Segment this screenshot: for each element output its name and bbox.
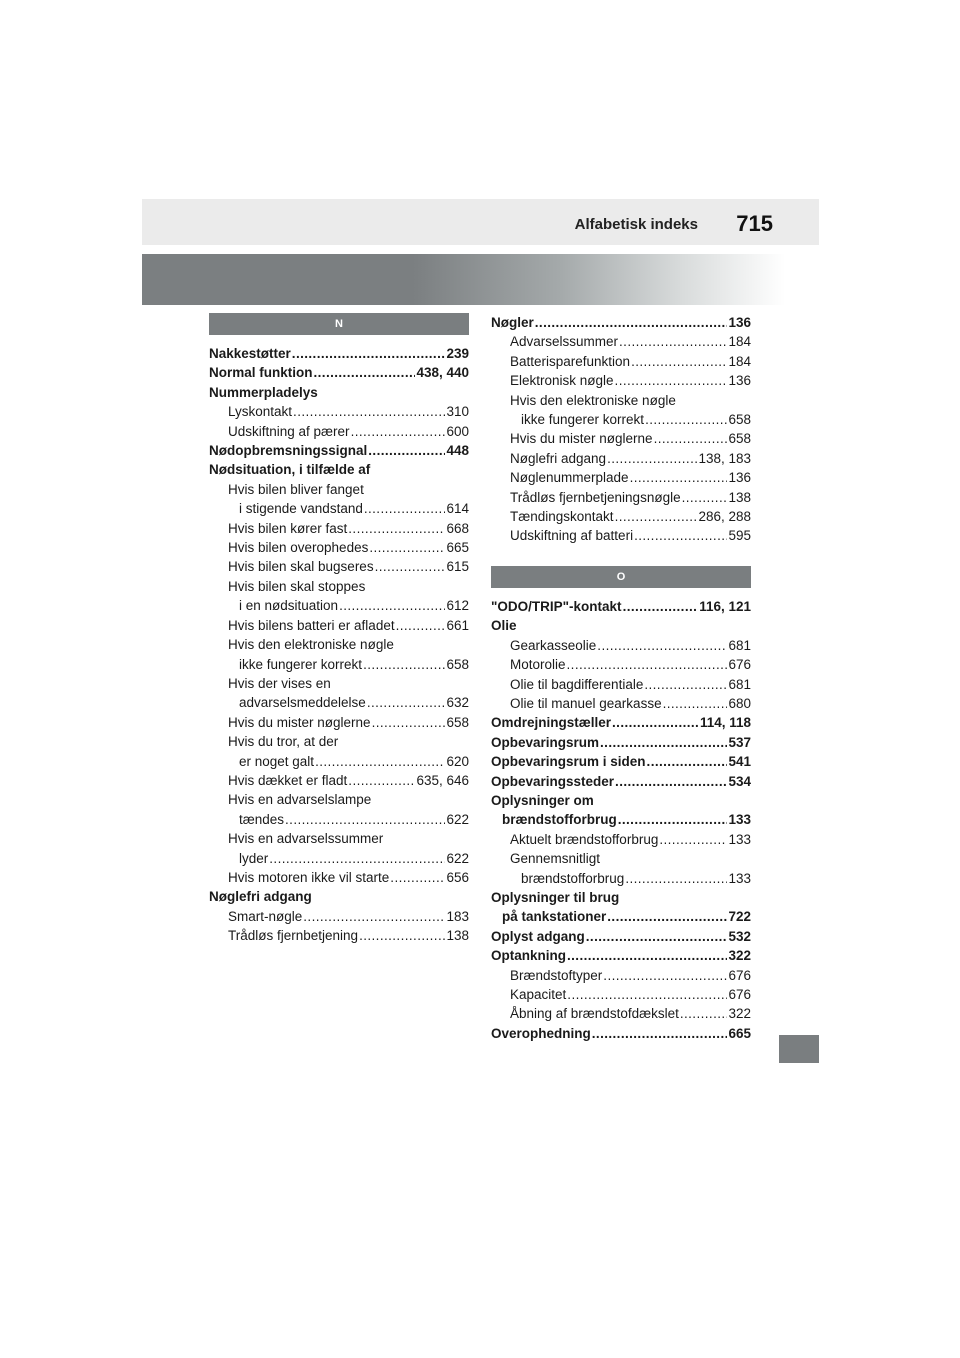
dot-leader [659,830,727,849]
index-entry-term: Hvis du mister nøglerne [228,714,371,730]
index-entry [491,352,751,371]
index-entry [491,526,751,545]
index-entry [209,519,469,538]
index-entry [209,383,469,402]
index-entry-term: Udskiftning af batteri [510,528,634,544]
index-entry [209,829,469,848]
index-entry-term: Elektronisk nøgle [510,373,614,389]
index-entry-term: Motorolie [510,657,566,673]
index-entry-term: Hvis bilen overophedes [228,540,369,556]
index-entry-term: Hvis dækket er fladt [228,772,348,788]
index-entry-pages: 622 [446,850,469,866]
index-entry [491,655,751,674]
index-entry-term: Tændingskontakt [510,509,614,525]
index-list-o [491,597,751,1043]
index-entry-term: Nøglefri adgang [510,450,607,466]
index-entry-term: Hvis bilen kører fast [228,520,348,536]
index-entry [209,596,469,615]
index-entry-pages: 239 [446,346,469,361]
index-entry-term: Olie til manuel gearkasse [510,695,662,711]
index-entry-pages: 541 [728,754,751,770]
index-entry-term: Normal funktion [209,365,313,381]
index-entry [491,488,751,507]
index-entry-term: Hvis motoren ikke vil starte [228,869,390,885]
dot-leader [369,538,445,557]
dot-leader [600,733,727,752]
index-entry-term: brændstofforbrug [502,812,617,828]
dot-leader [607,907,727,926]
index-entry [491,888,751,907]
dot-leader [359,926,445,945]
index-entry-pages: 658 [728,431,751,447]
index-entry [491,985,751,1004]
dot-leader [634,526,727,545]
dot-leader [615,772,727,791]
index-entry-pages: 676 [728,967,751,983]
index-entry [209,577,469,596]
dot-leader [619,332,727,351]
index-entry [491,597,751,616]
index-entry [491,849,751,868]
index-entry [491,507,751,526]
page-header [142,199,819,245]
index-entry-pages: 658 [446,656,469,672]
index-entry [209,460,469,479]
dot-leader [567,946,727,965]
index-entry-pages: 116, 121 [699,598,751,614]
index-entry-term: "ODO/TRIP"-kontakt [491,598,622,614]
index-entry-pages: 537 [728,734,751,750]
index-entry-term: Hvis bilen skal stoppes [228,578,366,594]
index-entry-term: Lyskontakt [228,404,293,420]
index-entry-term: Oplyst adgang [491,928,585,944]
index-entry-term: Hvis den elektroniske nøgle [228,637,394,653]
index-entry-term: på tankstationer [502,909,607,925]
index-entry-pages: 676 [728,657,751,673]
index-entry-pages: 665 [728,1025,751,1041]
index-entry-term: Nødopbremsningssignal [209,443,368,459]
dot-leader [612,713,699,732]
index-entry [209,771,469,790]
index-entry-term: Smart-nøgle [228,908,303,924]
index-entry-pages: 138, 183 [698,450,751,466]
index-entry-pages: 676 [728,987,751,1002]
dot-leader [592,1024,728,1043]
index-entry [209,499,469,518]
index-entry-pages: 138 [728,489,751,505]
index-entry [491,791,751,810]
index-entry-term: Olie til bagdifferentiale [510,676,644,692]
index-entry-term: i en nødsituation [239,598,339,614]
index-entry [491,371,751,390]
index-entry [209,616,469,635]
index-entry [209,926,469,945]
index-entry-term: Oplysninger om [491,792,594,808]
index-entry-term: Gearkasseolie [510,637,597,653]
dot-leader [285,810,445,829]
index-entry [491,636,751,655]
index-entry-term: i stigende vandstand [239,501,363,517]
index-entry [491,869,751,888]
index-entry-pages: 668 [446,520,469,536]
chapter-thumb-tab [779,1035,819,1063]
index-entry-term: Åbning af brændstofdækslet [510,1006,679,1022]
index-entry-term: Aktuelt brændstofforbrug [510,831,659,847]
index-entry [209,363,469,382]
dot-leader [682,488,728,507]
index-entry [209,557,469,576]
index-entry [209,344,469,363]
index-entry-term: Nødsituation, i tilfælde af [209,462,371,478]
index-entry [209,752,469,771]
index-entry-term: Hvis bilen bliver fanget [228,481,364,497]
index-entry-pages: 632 [446,695,469,711]
index-entry [209,849,469,868]
dot-leader [586,927,728,946]
index-entry-pages: 133 [728,831,751,847]
dot-leader [368,441,445,460]
dot-leader [315,752,445,771]
index-entry-term: Nøglenummerplade [510,470,629,486]
index-entry [491,429,751,448]
index-entry [491,313,751,332]
index-entry-pages: 681 [728,637,751,653]
index-entry-term: Opbevaringssteder [491,773,615,789]
index-entry-term: Advarselssummer [510,334,619,350]
index-entry [491,694,751,713]
chapter-bar [142,254,819,305]
index-entry-term: Trådløs fjernbetjening [228,928,359,944]
section-header-n: N [209,313,469,335]
index-entry-pages: 620 [446,753,469,769]
dot-leader [396,616,446,635]
dot-leader [567,985,727,1004]
dot-leader [292,344,446,363]
index-entry [491,733,751,752]
index-entry-term: Trådløs fjernbetjeningsnøgle [510,489,681,505]
index-entry-pages: 615 [446,559,469,575]
index-entry-term: Kapacitet [510,987,567,1002]
index-entry-term: Hvis der vises en [228,675,331,691]
index-entry [209,887,469,906]
index-entry-term: Hvis du mister nøglerne [510,431,653,447]
index-entry-pages: 322 [728,1006,751,1022]
index-entry-pages: 681 [728,676,751,692]
index-entry [209,674,469,693]
index-entry-pages: 665 [446,540,469,556]
dot-leader [680,1004,728,1023]
index-entry [209,441,469,460]
index-entry-term: Nøglefri adgang [209,889,312,905]
index-entry-term: Hvis bilen skal bugseres [228,559,374,575]
index-entry [491,772,751,791]
dot-leader [615,507,698,526]
index-entry-pages: 532 [728,928,751,944]
dot-leader [303,907,445,926]
index-entry [209,480,469,499]
index-entry [491,449,751,468]
index-entry-term: Nakkestøtter [209,346,291,361]
index-entry-term: Hvis du tror, at der [228,734,339,750]
index-entry-pages: 286, 288 [698,509,751,525]
index-entry-term: brændstofforbrug [521,870,625,886]
index-entry-pages: 438, 440 [416,365,469,381]
index-entry-pages: 136 [728,315,751,330]
index-entry [491,1004,751,1023]
index-entry [491,332,751,351]
index-entry [491,830,751,849]
index-entry-term: Opbevaringsrum i siden [491,754,646,770]
dot-leader [351,422,446,441]
index-entry [209,868,469,887]
index-entry-pages: 136 [728,373,751,389]
index-entry-pages: 680 [728,695,751,711]
dot-leader [663,694,728,713]
index-list-n [209,344,469,946]
section-header-o: O [491,566,751,588]
index-entry-pages: 183 [446,908,469,924]
dot-leader [367,693,446,712]
dot-leader [618,810,728,829]
index-entry [209,790,469,809]
dot-leader [654,429,728,448]
index-entry-term: Gennemsnitligt [510,851,601,867]
index-entry [209,402,469,421]
index-entry-pages: 622 [446,811,469,827]
dot-leader [372,713,446,732]
index-entry [209,732,469,751]
index-entry-pages: 600 [446,423,469,439]
index-entry [491,907,751,926]
index-entry-pages: 133 [728,870,751,886]
index-entry-term: Hvis en advarselslampe [228,792,372,808]
index-entry-term: Udskiftning af pærer [228,423,350,439]
index-entry-pages: 658 [446,714,469,730]
index-entry [209,810,469,829]
dot-leader [607,449,697,468]
index-entry [491,752,751,771]
dot-leader [631,352,727,371]
index-entry-term: ikke fungerer korrekt [239,656,363,672]
page-number: 715 [736,211,773,236]
index-entry-term: Batterisparefunktion [510,353,631,369]
index-entry [491,946,751,965]
index-column-left [209,313,469,946]
index-entry-term: er noget galt [239,753,315,769]
index-entry-pages: 448 [446,443,469,459]
dot-leader [348,519,445,538]
index-entry-term: lyder [239,850,269,866]
dot-leader [339,596,445,615]
index-entry-pages: 722 [728,909,751,925]
dot-leader [390,868,445,887]
index-entry-term: Optankning [491,948,566,964]
dot-leader [615,371,728,390]
dot-leader [647,752,728,771]
index-entry [491,810,751,829]
dot-leader [364,499,446,518]
index-list-n-continued [491,313,751,546]
index-entry-pages: 656 [446,869,469,885]
index-entry [491,391,751,410]
dot-leader [314,363,416,382]
index-entry [491,675,751,694]
index-entry-term: Opbevaringsrum [491,734,600,750]
index-entry-pages: 614 [446,501,469,517]
index-entry-pages: 184 [728,334,751,350]
index-entry [491,927,751,946]
index-entry [209,655,469,674]
index-entry [491,410,751,429]
index-entry-term: Brændstoftyper [510,967,603,983]
index-entry-term: Overophedning [491,1025,591,1041]
index-entry-term: Hvis den elektroniske nøgle [510,392,676,408]
index-entry-term: Nøgler [491,315,534,330]
index-entry-pages: 612 [446,598,469,614]
section-title: Alfabetisk indeks [574,216,698,233]
dot-leader [644,675,727,694]
index-entry-pages: 661 [446,617,469,633]
index-entry-term: Olie [491,618,517,634]
index-entry-term: Hvis en advarselssummer [228,831,384,847]
dot-leader [269,849,445,868]
index-entry-pages: 133 [728,812,751,828]
index-entry [491,468,751,487]
dot-leader [645,410,727,429]
index-entry-pages: 138 [446,928,469,944]
index-entry [209,693,469,712]
index-entry-term: Omdrejningstæller [491,715,612,731]
dot-leader [535,313,728,332]
index-entry [491,616,751,635]
dot-leader [625,869,727,888]
dot-leader [623,597,699,616]
dot-leader [597,636,727,655]
dot-leader [293,402,445,421]
dot-leader [348,771,415,790]
index-entry [491,966,751,985]
index-entry-term: Nummerpladelys [209,384,318,400]
index-entry-term: tændes [239,811,285,827]
index-entry-pages: 114, 118 [699,715,751,731]
index-entry-pages: 658 [728,412,751,428]
index-entry [209,635,469,654]
index-entry-term: Oplysninger til brug [491,889,620,905]
index-entry-pages: 635, 646 [416,772,469,788]
index-entry [491,1024,751,1043]
index-entry-pages: 322 [728,948,751,964]
index-entry-pages: 595 [728,528,751,544]
index-entry [209,422,469,441]
index-entry [209,907,469,926]
index-column-right [491,313,751,1043]
index-entry-term: ikke fungerer korrekt [521,412,645,428]
index-entry-pages: 534 [728,773,751,789]
index-entry-pages: 184 [728,353,751,369]
index-entry [209,713,469,732]
index-entry-pages: 136 [728,470,751,486]
index-entry-term: advarselsmeddelelse [239,695,366,711]
index-entry [491,713,751,732]
dot-leader [567,655,728,674]
index-entry [209,538,469,557]
dot-leader [363,655,445,674]
index-entry-term: Hvis bilens batteri er afladet [228,617,395,633]
dot-leader [603,966,727,985]
index-entry-pages: 310 [446,404,469,420]
dot-leader [375,557,446,576]
dot-leader [630,468,728,487]
